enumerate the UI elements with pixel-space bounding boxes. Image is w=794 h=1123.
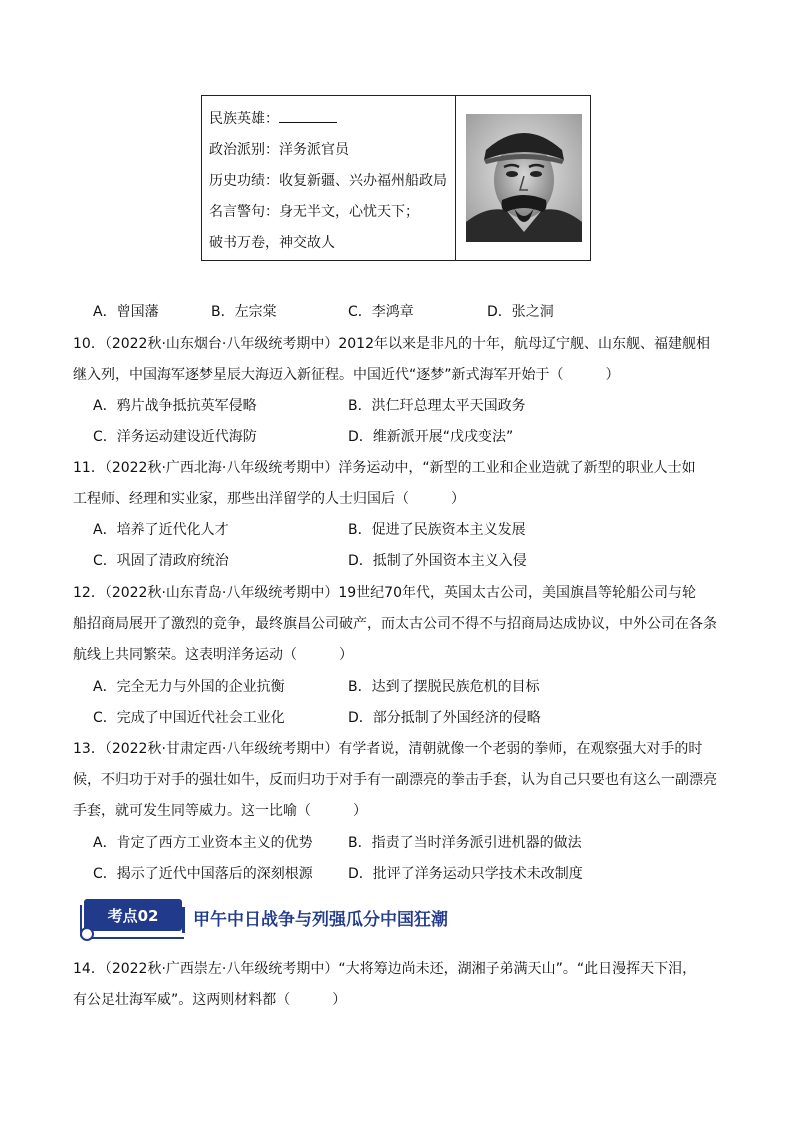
q9-option-a: A．曾国藩 xyxy=(93,304,159,320)
q11-option-c: C．巩固了清政府统治 xyxy=(93,553,229,569)
q11-stem-line-1: 11．（2022秋·广西北海·八年级统考期中）洋务运动中，“新型的工业和企业造就了新型的职业人士如 xyxy=(73,460,696,476)
q12-stem-line-2: 船招商局展开了激烈的竞争，最终旗昌公司破产，而太古公司不得不与招商局达成协议，中外公司在各条 xyxy=(73,616,717,632)
q11-option-b: B．促进了民族资本主义发展 xyxy=(348,522,526,538)
q12-option-d: D．部分抵制了外国经济的侵略 xyxy=(348,710,541,726)
q13-option-b: B．指责了当时洋务派引进机器的做法 xyxy=(348,835,582,851)
q13-stem-line-3: 手套，就可发生同等威力。这一比喻（ ） xyxy=(73,803,367,819)
q12-stem-line-3: 航线上共同繁荣。这表明洋务运动（ ） xyxy=(73,647,353,663)
q10-stem-line-1: 10．（2022秋·山东烟台·八年级统考期中）2012年以来是非凡的十年，航母辽宁舰、山东舰、福建舰相 xyxy=(73,336,710,352)
hero-info-text xyxy=(202,96,456,260)
hero-portrait-image xyxy=(466,114,582,242)
portrait-cell xyxy=(457,96,592,260)
hero-name-line: 民族英雄： xyxy=(209,108,337,128)
section-dot-icon xyxy=(80,927,94,941)
q9-option-d: D．张之洞 xyxy=(487,304,554,320)
q10-stem-line-2: 继入列，中国海军逐梦星辰大海迈入新征程。中国近代“逐梦”新式海军开始于（ ） xyxy=(73,367,620,383)
q12-option-a: A．完全无力与外国的企业抗衡 xyxy=(93,679,285,695)
q11-option-d: D．抵制了外国资本主义入侵 xyxy=(348,553,527,569)
q14-stem-line-2: 有公足壮海军威”。这两则材料都（ ） xyxy=(73,992,347,1008)
q9-option-c: C．李鸿章 xyxy=(348,304,414,320)
hero-quote-line-2: 破书万卷，神交故人 xyxy=(209,235,335,251)
section-tag: 考点02 xyxy=(84,899,182,931)
section-title: 甲午中日战争与列强瓜分中国狂潮 xyxy=(193,910,448,930)
hero-faction-line: 政治派别：洋务派官员 xyxy=(209,142,349,158)
q10-option-d: D．维新派开展“戊戌变法” xyxy=(348,429,514,445)
hero-info-card xyxy=(201,95,591,261)
q12-option-c: C．完成了中国近代社会工业化 xyxy=(93,710,285,726)
hero-quote-line: 名言警句：身无半文，心忧天下； xyxy=(209,204,419,220)
q11-stem-line-2: 工程师、经理和实业家，那些出洋留学的人士归国后（ ） xyxy=(73,491,465,507)
q10-option-b: B．洪仁玕总理太平天国政务 xyxy=(348,398,526,414)
q11-option-a: A．培养了近代化人才 xyxy=(93,522,229,538)
q12-stem-line-1: 12．（2022秋·山东青岛·八年级统考期中）19世纪70年代，英国太古公司，美国旗昌等轮船公司与轮 xyxy=(73,585,696,601)
q10-option-a: A．鸦片战争抵抗英军侵略 xyxy=(93,398,257,414)
hero-achievement-line: 历史功绩：收复新疆、兴办福州船政局 xyxy=(209,173,447,189)
q14-stem-line-1: 14．（2022秋·广西崇左·八年级统考期中）“大将筹边尚未还，湖湘子弟满天山”。“此日漫挥天下泪， xyxy=(73,961,697,977)
q13-option-a: A．肯定了西方工业资本主义的优势 xyxy=(93,835,313,851)
section-header xyxy=(80,897,500,943)
q9-option-b: B．左宗棠 xyxy=(211,304,277,320)
q12-option-b: B．达到了摆脱民族危机的目标 xyxy=(348,679,540,695)
answer-blank xyxy=(279,110,337,123)
q13-option-c: C．揭示了近代中国落后的深刻根源 xyxy=(93,866,313,882)
q13-stem-line-1: 13．（2022秋·甘肃定西·八年级统考期中）有学者说，清朝就像一个老弱的拳师，在观察强大对手的时 xyxy=(73,741,703,757)
q13-stem-line-2: 候，不归功于对手的强壮如牛，反而归功于对手有一副漂亮的拳击手套，认为自己只要也有这么一副漂亮 xyxy=(73,772,717,788)
q10-option-c: C．洋务运动建设近代海防 xyxy=(93,429,257,445)
q13-option-d: D．批评了洋务运动只学技术未改制度 xyxy=(348,866,583,882)
section-divider xyxy=(182,907,185,933)
